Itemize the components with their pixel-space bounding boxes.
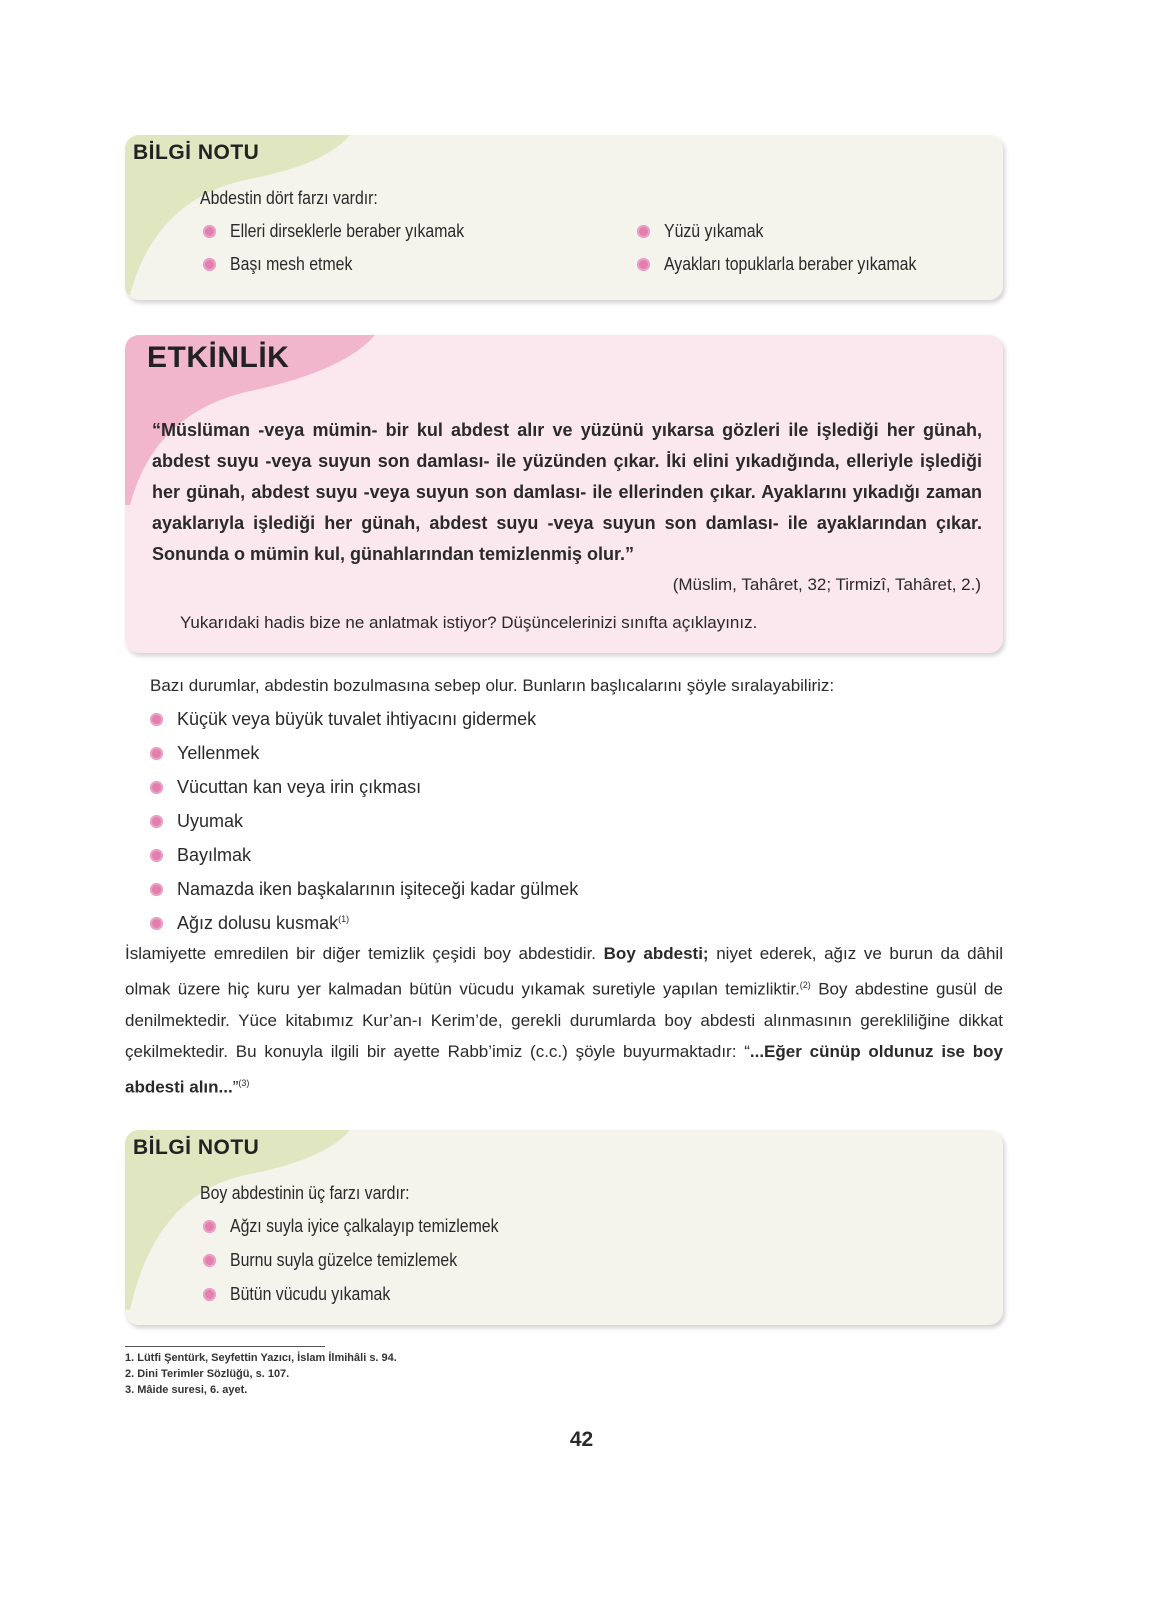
list-item: Başı mesh etmek: [203, 254, 369, 275]
list-intro: Bazı durumlar, abdestin bozulmasına sebep olur. Bunların başlıcalarını şöyle sıralayabiliriz:: [150, 676, 835, 695]
bullet-icon: [637, 225, 650, 238]
box-title: BİLGİ NOTU: [133, 141, 260, 164]
footnote: 1. Lütfi Şentürk, Seyfettin Yazıcı, İslam İlmihâli s. 94.: [125, 1352, 397, 1364]
list-item: Ağzı suyla iyice çalkalayıp temizlemek: [203, 1216, 535, 1237]
box-title: ETKİNLİK: [147, 341, 290, 374]
footnote-ref: (2): [799, 979, 811, 990]
bullet-icon: [150, 917, 163, 930]
bullet-icon: [203, 1288, 216, 1301]
box-intro: Boy abdestinin üç farzı vardır:: [200, 1183, 410, 1203]
hadith-quote: “Müslüman -veya mümin- bir kul abdest alır ve yüzünü yıkarsa gözleri ile işlediği her günah, abdest suyu -veya suyun son damlası- ile yüzünden çıkar. İki elini yıkadığında, elleriyle işlediği her günah, abdest suyu -veya suyun son damlası- ile ellerinden çıkar. Ayaklarını yıkadığı zaman ayaklarıyla işlediği her günah, abdest suyu -veya suyun son damlası- ile ayaklarından çıkar. Sonunda o mümin kul, günahlarından temizlenmiş olur.”: [152, 420, 982, 564]
bullet-icon: [150, 713, 163, 726]
list-item: Namazda iken başkalarının işiteceği kadar gülmek: [150, 872, 578, 906]
bullet-icon: [637, 258, 650, 271]
box-title: BİLGİ NOTU: [133, 1136, 260, 1159]
bullet-icon: [150, 849, 163, 862]
bullet-icon: [203, 258, 216, 271]
invalidators-list: [150, 702, 578, 940]
bullet-icon: [150, 747, 163, 760]
paragraph: İslamiyette emredilen bir diğer temizlik çeşidi boy abdestidir. Boy abdesti; niyet ederek, ağız ve burun da dâhil olmak üzere hiç kuru yer kalmadan bütün vücudu yıkamak suretiyle yapılan temizliktir.$^{(2)}$ Boy abdestine gusül de denilmektedir. Yüce kitabımız Kur’an-ı Kerim’de, gerekli durumlarda boy abdesti alınmasının gerekliliğine dikkat çekilmektedir. Bu konuyla ilgili bir ayette Rabb’imiz (c.c.) şöyle buyurmaktadır: “...Eğer cünüp oldunuz ise boy abdesti alın...”$^{(3)}$: [125, 944, 1003, 1097]
list-item: Küçük veya büyük tuvalet ihtiyacını gidermek: [150, 702, 578, 736]
bullet-icon: [150, 815, 163, 828]
footnote-ref: (3): [238, 1077, 250, 1088]
box-intro: Abdestin dört farzı vardır:: [200, 188, 378, 208]
list-item: Elleri dirseklerle beraber yıkamak: [203, 221, 496, 242]
bullet-icon: [203, 1254, 216, 1267]
list-item: Uyumak: [150, 804, 578, 838]
info-note-box-1: [125, 135, 1003, 300]
list-item: Bütün vücudu yıkamak: [203, 1284, 412, 1305]
footnote: 3. Mâide suresi, 6. ayet.: [125, 1384, 248, 1396]
page-number: 42: [569, 1428, 594, 1451]
list-item: Yüzü yıkamak: [637, 221, 777, 242]
footnote-divider: [125, 1346, 325, 1347]
list-item: Ağız dolusu kusmak$^{(1)}$: [150, 906, 578, 940]
bullet-icon: [150, 781, 163, 794]
bullet-icon: [203, 1220, 216, 1233]
list-item: Ayakları topuklarla beraber yıkamak: [637, 254, 951, 275]
footnote: 2. Dini Terimler Sözlüğü, s. 107.: [125, 1368, 290, 1380]
activity-question: Yukarıdaki hadis bize ne anlatmak istiyor? Düşüncelerinizi sınıfta açıklayınız.: [180, 613, 758, 632]
list-item: Yellenmek: [150, 736, 578, 770]
quote-source: (Müslim, Tahâret, 32; Tirmizî, Tahâret, 2.): [672, 575, 981, 594]
bullet-icon: [203, 225, 216, 238]
info-note-box-2: [125, 1130, 1003, 1325]
list-item: Vücuttan kan veya irin çıkması: [150, 770, 578, 804]
activity-box: [125, 335, 1003, 653]
list-item: Burnu suyla güzelce temizlemek: [203, 1250, 488, 1271]
footnote-ref: (1): [338, 913, 350, 924]
list-item: Bayılmak: [150, 838, 578, 872]
bullet-icon: [150, 883, 163, 896]
